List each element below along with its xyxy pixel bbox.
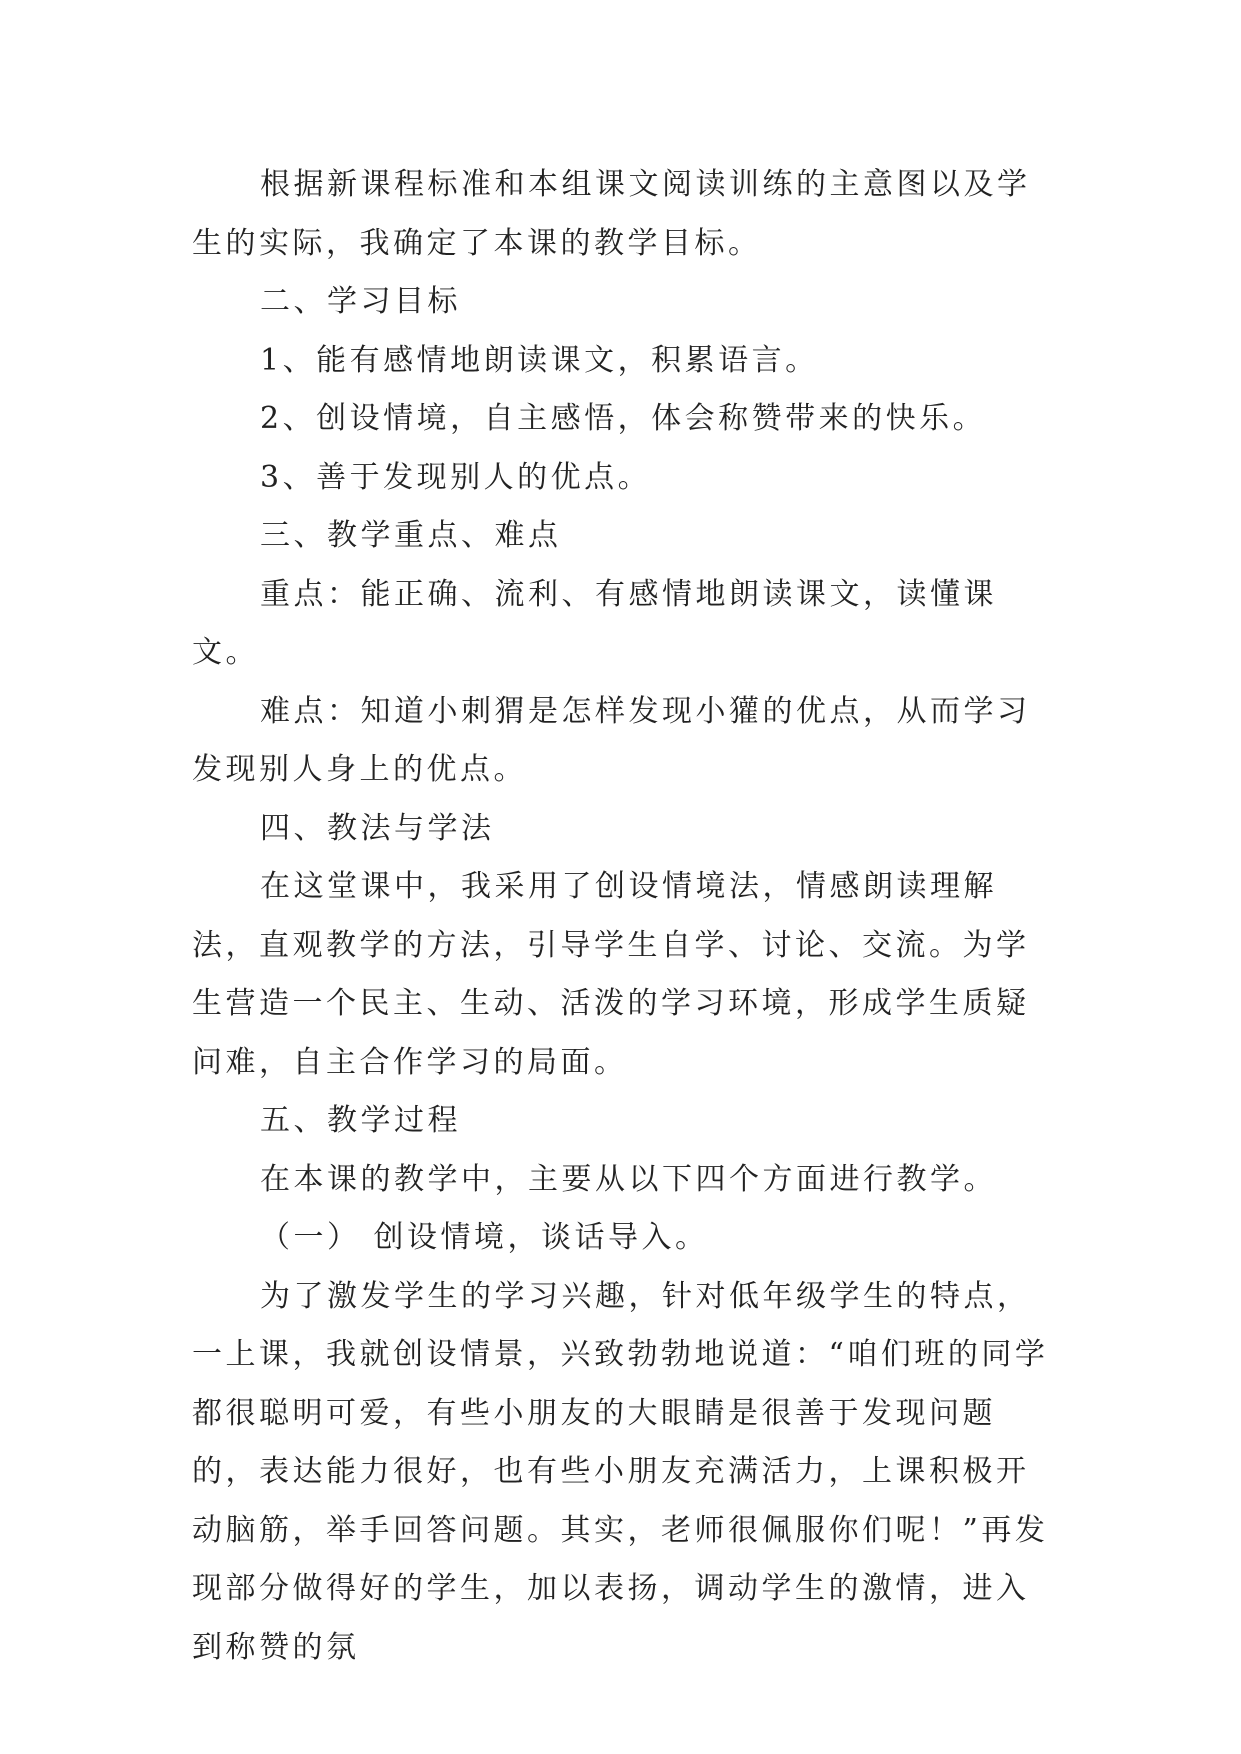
document-body (192, 156, 1060, 1677)
heading-methods: 四、教法与学法 (260, 810, 495, 846)
paragraph-difficult-point: 难点：知道小刺猬是怎样发现小獾的优点，从而学习发现别人身上的优点。 (192, 693, 1031, 787)
subheading-step-1: （一） 创设情境，谈话导入。 (260, 1220, 709, 1255)
paragraph-process-intro: 在本课的教学中，主要从以下四个方面进行教学。 (260, 1161, 997, 1197)
paragraph-step-1: 为了激发学生的学习兴趣，针对低年级学生的特点，一上课，我就创设情景，兴致勃勃地说道：“咱们班的同学都很聪明可爱，有些小朋友的大眼睛是很善于发现问题的，表达能力很好，也有些小朋友充满活力，上课积极开动脑筋，举手回答问题。其实，老师很佩服你们呢！”再发现部分做得好的学生，加以表扬，调动学生的激情，进入到称赞的氛 (192, 1278, 1049, 1665)
heading-key-points: 三、教学重点、难点 (260, 518, 562, 553)
goal-item-2: 2、创设情境，自主感悟，体会称赞带来的快乐。 (260, 401, 987, 436)
goal-item-3: 3、善于发现别人的优点。 (260, 459, 652, 495)
heading-process: 五、教学过程 (260, 1103, 461, 1138)
heading-learning-goals: 二、学习目标 (260, 284, 461, 319)
goal-item-1: 1、能有感情地朗读课文，积累语言。 (260, 342, 819, 378)
paragraph-key-point: 重点：能正确、流利、有感情地朗读课文，读懂课文。 (192, 576, 997, 670)
paragraph-methods: 在这堂课中，我采用了创设情境法，情感朗读理解法，直观教学的方法，引导学生自学、讨论、交流。为学生营造一个民主、生动、活泼的学习环境，形成学生质疑问难，自主合作学习的局面。 (192, 869, 1030, 1080)
paragraph-intro: 根据新课程标准和本组课文阅读训练的主意图以及学生的实际，我确定了本课的教学目标。 (192, 167, 1031, 261)
